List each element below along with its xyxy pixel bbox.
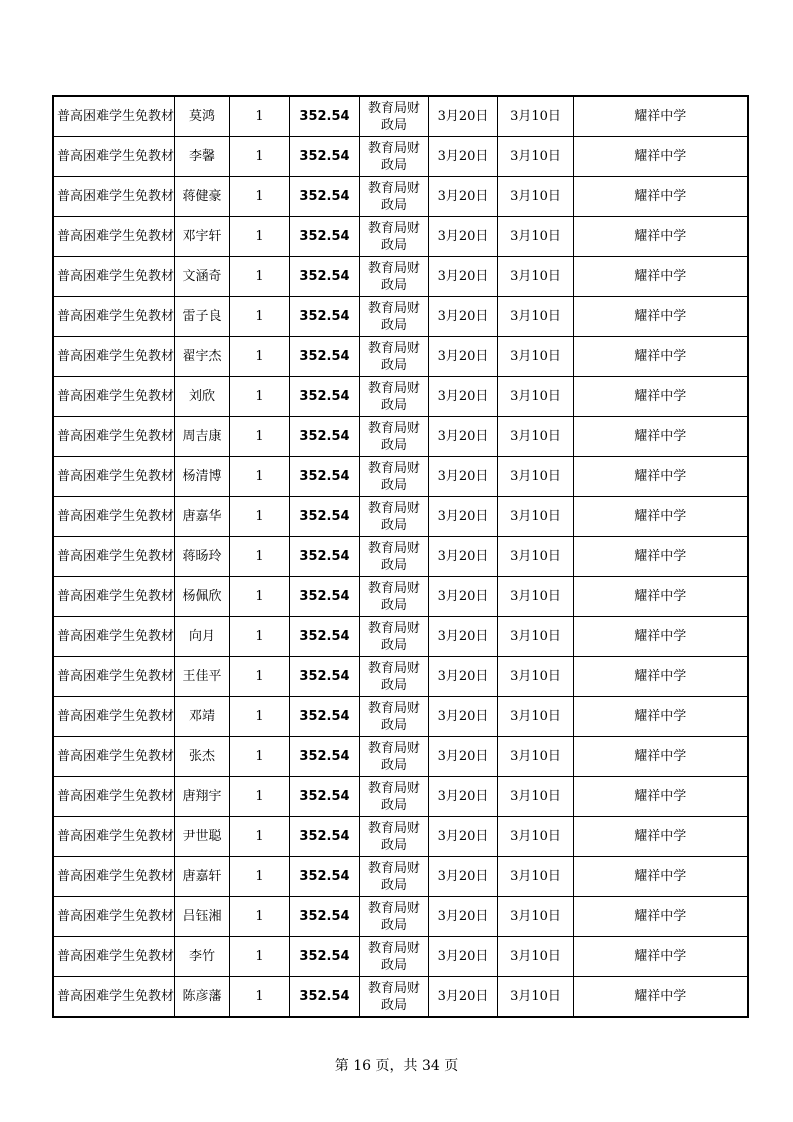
school-cell: 耀祥中学: [574, 177, 748, 217]
category-cell: 普高困难学生免教材: [53, 137, 175, 177]
school-cell: 耀祥中学: [574, 96, 748, 137]
date-cell: 3月10日: [498, 457, 574, 497]
name-cell: 刘欣: [175, 377, 230, 417]
category-cell: 普高困难学生免教材: [53, 817, 175, 857]
date-cell: 3月20日: [429, 297, 498, 337]
department-text: 教育局财政局: [368, 820, 421, 853]
date-cell: 3月10日: [498, 537, 574, 577]
department-text: 教育局财政局: [368, 700, 421, 733]
name-cell: 唐嘉轩: [175, 857, 230, 897]
date-cell: 3月20日: [429, 96, 498, 137]
department-text: 教育局财政局: [368, 100, 421, 133]
school-cell: 耀祥中学: [574, 457, 748, 497]
school-cell: 耀祥中学: [574, 937, 748, 977]
table-row: [53, 297, 748, 337]
page-footer: [0, 1055, 793, 1075]
count-cell: 1: [230, 897, 290, 937]
department-text: 教育局财政局: [368, 900, 421, 933]
department-cell: [360, 377, 429, 417]
department-text: 教育局财政局: [368, 780, 421, 813]
amount-cell: 352.54: [290, 297, 360, 337]
table-row: [53, 857, 748, 897]
department-text: 教育局财政局: [368, 500, 421, 533]
date-cell: 3月10日: [498, 777, 574, 817]
date-cell: 3月20日: [429, 977, 498, 1018]
department-text: 教育局财政局: [368, 340, 421, 373]
school-cell: 耀祥中学: [574, 617, 748, 657]
name-cell: 张杰: [175, 737, 230, 777]
count-cell: 1: [230, 417, 290, 457]
department-text: 教育局财政局: [368, 460, 421, 493]
amount-cell: 352.54: [290, 537, 360, 577]
count-cell: 1: [230, 137, 290, 177]
department-cell: [360, 217, 429, 257]
department-text: 教育局财政局: [368, 940, 421, 973]
department-cell: [360, 577, 429, 617]
school-cell: 耀祥中学: [574, 657, 748, 697]
department-cell: [360, 697, 429, 737]
date-cell: 3月10日: [498, 337, 574, 377]
school-cell: 耀祥中学: [574, 377, 748, 417]
name-cell: 蒋健豪: [175, 177, 230, 217]
date-cell: 3月20日: [429, 857, 498, 897]
department-cell: [360, 96, 429, 137]
count-cell: 1: [230, 337, 290, 377]
date-cell: 3月10日: [498, 96, 574, 137]
department-cell: [360, 297, 429, 337]
date-cell: 3月10日: [498, 577, 574, 617]
department-text: 教育局财政局: [368, 380, 421, 413]
amount-cell: 352.54: [290, 937, 360, 977]
count-cell: 1: [230, 577, 290, 617]
name-cell: 杨清博: [175, 457, 230, 497]
amount-cell: 352.54: [290, 217, 360, 257]
category-cell: 普高困难学生免教材: [53, 977, 175, 1018]
date-cell: 3月20日: [429, 257, 498, 297]
name-cell: 邓靖: [175, 697, 230, 737]
department-text: 教育局财政局: [368, 740, 421, 773]
name-cell: 李馨: [175, 137, 230, 177]
table-row: [53, 817, 748, 857]
date-cell: 3月10日: [498, 857, 574, 897]
amount-cell: 352.54: [290, 417, 360, 457]
category-cell: 普高困难学生免教材: [53, 857, 175, 897]
category-cell: 普高困难学生免教材: [53, 617, 175, 657]
date-cell: 3月20日: [429, 897, 498, 937]
department-text: 教育局财政局: [368, 300, 421, 333]
amount-cell: 352.54: [290, 857, 360, 897]
date-cell: 3月10日: [498, 657, 574, 697]
department-text: 教育局财政局: [368, 260, 421, 293]
amount-cell: 352.54: [290, 817, 360, 857]
date-cell: 3月20日: [429, 417, 498, 457]
date-cell: 3月10日: [498, 697, 574, 737]
date-cell: 3月20日: [429, 657, 498, 697]
school-cell: 耀祥中学: [574, 817, 748, 857]
name-cell: 尹世聪: [175, 817, 230, 857]
amount-cell: 352.54: [290, 497, 360, 537]
school-cell: 耀祥中学: [574, 337, 748, 377]
school-cell: 耀祥中学: [574, 857, 748, 897]
department-text: 教育局财政局: [368, 860, 421, 893]
department-cell: [360, 897, 429, 937]
date-cell: 3月20日: [429, 617, 498, 657]
department-text: 教育局财政局: [368, 420, 421, 453]
date-cell: 3月10日: [498, 257, 574, 297]
name-cell: 翟宇杰: [175, 337, 230, 377]
date-cell: 3月10日: [498, 297, 574, 337]
count-cell: 1: [230, 737, 290, 777]
name-cell: 陈彦藩: [175, 977, 230, 1018]
table-row: [53, 617, 748, 657]
count-cell: 1: [230, 617, 290, 657]
count-cell: 1: [230, 697, 290, 737]
category-cell: 普高困难学生免教材: [53, 897, 175, 937]
category-cell: 普高困难学生免教材: [53, 96, 175, 137]
date-cell: 3月10日: [498, 497, 574, 537]
name-cell: 李竹: [175, 937, 230, 977]
category-cell: 普高困难学生免教材: [53, 177, 175, 217]
department-text: 教育局财政局: [368, 980, 421, 1013]
amount-cell: 352.54: [290, 897, 360, 937]
table-row: [53, 96, 748, 137]
school-cell: 耀祥中学: [574, 137, 748, 177]
date-cell: 3月20日: [429, 457, 498, 497]
date-cell: 3月20日: [429, 337, 498, 377]
school-cell: 耀祥中学: [574, 737, 748, 777]
department-cell: [360, 857, 429, 897]
date-cell: 3月20日: [429, 697, 498, 737]
count-cell: 1: [230, 177, 290, 217]
count-cell: 1: [230, 937, 290, 977]
table-row: [53, 457, 748, 497]
table-row: [53, 497, 748, 537]
date-cell: 3月10日: [498, 897, 574, 937]
department-text: 教育局财政局: [368, 140, 421, 173]
count-cell: 1: [230, 817, 290, 857]
date-cell: 3月10日: [498, 937, 574, 977]
school-cell: 耀祥中学: [574, 297, 748, 337]
date-cell: 3月20日: [429, 217, 498, 257]
table-row: [53, 577, 748, 617]
table-body: [53, 96, 748, 1017]
date-cell: 3月10日: [498, 377, 574, 417]
table-row: [53, 777, 748, 817]
category-cell: 普高困难学生免教材: [53, 777, 175, 817]
category-cell: 普高困难学生免教材: [53, 417, 175, 457]
name-cell: 吕钰湘: [175, 897, 230, 937]
date-cell: 3月20日: [429, 497, 498, 537]
date-cell: 3月10日: [498, 137, 574, 177]
date-cell: 3月10日: [498, 217, 574, 257]
table-row: [53, 657, 748, 697]
department-cell: [360, 817, 429, 857]
date-cell: 3月20日: [429, 817, 498, 857]
category-cell: 普高困难学生免教材: [53, 537, 175, 577]
category-cell: 普高困难学生免教材: [53, 497, 175, 537]
name-cell: 唐嘉华: [175, 497, 230, 537]
school-cell: 耀祥中学: [574, 417, 748, 457]
table-row: [53, 697, 748, 737]
count-cell: 1: [230, 497, 290, 537]
name-cell: 邓宇轩: [175, 217, 230, 257]
count-cell: 1: [230, 217, 290, 257]
table-row: [53, 217, 748, 257]
department-cell: [360, 417, 429, 457]
category-cell: 普高困难学生免教材: [53, 577, 175, 617]
amount-cell: 352.54: [290, 377, 360, 417]
department-cell: [360, 257, 429, 297]
department-text: 教育局财政局: [368, 180, 421, 213]
amount-cell: 352.54: [290, 457, 360, 497]
department-cell: [360, 177, 429, 217]
date-cell: 3月10日: [498, 737, 574, 777]
footer-middle: 页，共: [375, 1058, 418, 1074]
table-row: [53, 177, 748, 217]
table-row: [53, 737, 748, 777]
category-cell: 普高困难学生免教材: [53, 697, 175, 737]
school-cell: 耀祥中学: [574, 257, 748, 297]
name-cell: 王佳平: [175, 657, 230, 697]
table-row: [53, 977, 748, 1018]
name-cell: 莫鸿: [175, 96, 230, 137]
date-cell: 3月20日: [429, 137, 498, 177]
count-cell: 1: [230, 977, 290, 1018]
department-cell: [360, 497, 429, 537]
name-cell: 杨佩欣: [175, 577, 230, 617]
department-text: 教育局财政局: [368, 220, 421, 253]
table-row: [53, 537, 748, 577]
count-cell: 1: [230, 857, 290, 897]
department-cell: [360, 457, 429, 497]
date-cell: 3月10日: [498, 177, 574, 217]
date-cell: 3月20日: [429, 577, 498, 617]
amount-cell: 352.54: [290, 657, 360, 697]
count-cell: 1: [230, 377, 290, 417]
data-table: [52, 95, 749, 1018]
name-cell: 蒋旸玲: [175, 537, 230, 577]
count-cell: 1: [230, 96, 290, 137]
school-cell: 耀祥中学: [574, 697, 748, 737]
date-cell: 3月20日: [429, 777, 498, 817]
date-cell: 3月20日: [429, 377, 498, 417]
department-cell: [360, 777, 429, 817]
department-text: 教育局财政局: [368, 540, 421, 573]
school-cell: 耀祥中学: [574, 537, 748, 577]
department-cell: [360, 977, 429, 1018]
table-row: [53, 417, 748, 457]
count-cell: 1: [230, 297, 290, 337]
date-cell: 3月20日: [429, 937, 498, 977]
footer-suffix: 页: [444, 1058, 459, 1074]
category-cell: 普高困难学生免教材: [53, 457, 175, 497]
department-text: 教育局财政局: [368, 660, 421, 693]
name-cell: 唐翔宇: [175, 777, 230, 817]
department-text: 教育局财政局: [368, 620, 421, 653]
department-cell: [360, 337, 429, 377]
amount-cell: 352.54: [290, 777, 360, 817]
amount-cell: 352.54: [290, 617, 360, 657]
amount-cell: 352.54: [290, 137, 360, 177]
table-row: [53, 897, 748, 937]
school-cell: 耀祥中学: [574, 977, 748, 1018]
date-cell: 3月20日: [429, 537, 498, 577]
footer-total-pages: 34: [421, 1058, 440, 1074]
date-cell: 3月10日: [498, 417, 574, 457]
amount-cell: 352.54: [290, 177, 360, 217]
name-cell: 文涵奇: [175, 257, 230, 297]
school-cell: 耀祥中学: [574, 577, 748, 617]
department-text: 教育局财政局: [368, 580, 421, 613]
table-row: [53, 377, 748, 417]
amount-cell: 352.54: [290, 257, 360, 297]
department-cell: [360, 937, 429, 977]
amount-cell: 352.54: [290, 337, 360, 377]
table-row: [53, 137, 748, 177]
footer-current-page: 16: [353, 1058, 372, 1074]
name-cell: 雷子良: [175, 297, 230, 337]
amount-cell: 352.54: [290, 577, 360, 617]
name-cell: 向月: [175, 617, 230, 657]
date-cell: 3月10日: [498, 977, 574, 1018]
name-cell: 周吉康: [175, 417, 230, 457]
date-cell: 3月10日: [498, 817, 574, 857]
count-cell: 1: [230, 657, 290, 697]
amount-cell: 352.54: [290, 737, 360, 777]
department-cell: [360, 737, 429, 777]
amount-cell: 352.54: [290, 697, 360, 737]
count-cell: 1: [230, 777, 290, 817]
school-cell: 耀祥中学: [574, 497, 748, 537]
count-cell: 1: [230, 257, 290, 297]
school-cell: 耀祥中学: [574, 217, 748, 257]
department-cell: [360, 537, 429, 577]
date-cell: 3月20日: [429, 737, 498, 777]
category-cell: 普高困难学生免教材: [53, 257, 175, 297]
footer-prefix: 第: [334, 1058, 349, 1074]
table-row: [53, 337, 748, 377]
category-cell: 普高困难学生免教材: [53, 737, 175, 777]
date-cell: 3月20日: [429, 177, 498, 217]
date-cell: 3月10日: [498, 617, 574, 657]
department-cell: [360, 617, 429, 657]
category-cell: 普高困难学生免教材: [53, 297, 175, 337]
school-cell: 耀祥中学: [574, 897, 748, 937]
category-cell: 普高困难学生免教材: [53, 377, 175, 417]
category-cell: 普高困难学生免教材: [53, 337, 175, 377]
school-cell: 耀祥中学: [574, 777, 748, 817]
count-cell: 1: [230, 537, 290, 577]
amount-cell: 352.54: [290, 977, 360, 1018]
department-cell: [360, 657, 429, 697]
table-row: [53, 937, 748, 977]
category-cell: 普高困难学生免教材: [53, 657, 175, 697]
amount-cell: 352.54: [290, 96, 360, 137]
table-row: [53, 257, 748, 297]
count-cell: 1: [230, 457, 290, 497]
category-cell: 普高困难学生免教材: [53, 217, 175, 257]
department-cell: [360, 137, 429, 177]
category-cell: 普高困难学生免教材: [53, 937, 175, 977]
